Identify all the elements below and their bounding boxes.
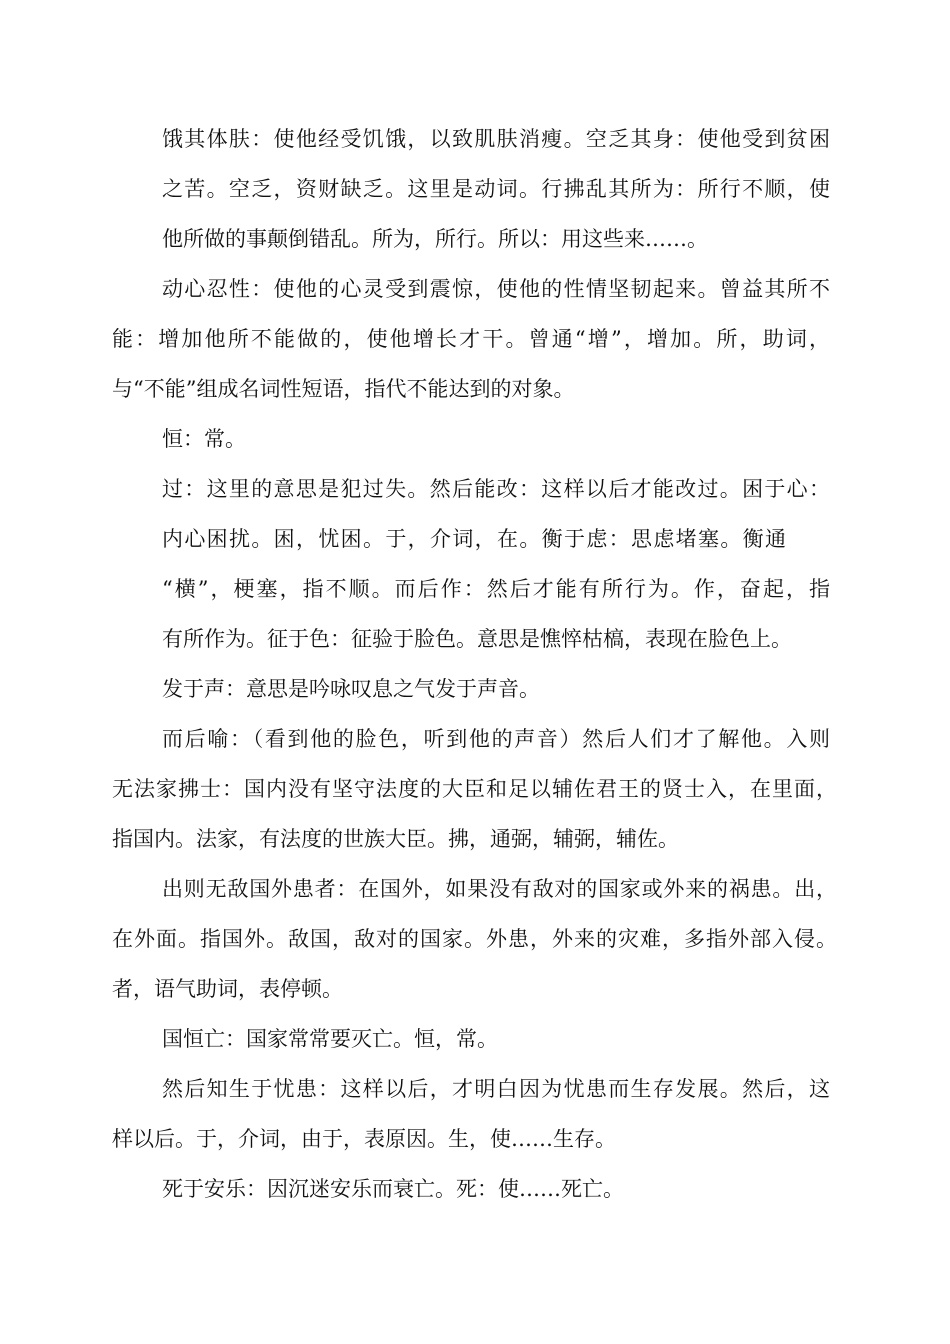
text-line: 他所做的事颠倒错乱。所为，所行。所以：用这些来……。 xyxy=(162,227,708,251)
text-line: 然后知生于忧患：这样以后，才明白因为忧患而生存发展。然后，这 xyxy=(162,1077,830,1101)
text-line: 指国内。法家，有法度的世族大臣。拂，通弼，辅弼，辅佐。 xyxy=(112,827,679,851)
text-line: 死于安乐：因沉迷安乐而衰亡。死：使……死亡。 xyxy=(162,1177,624,1201)
text-line: 国恒亡：国家常常要灭亡。恒，常。 xyxy=(162,1027,498,1051)
text-line: 饿其体肤：使他经受饥饿，以致肌肤消瘦。空乏其身：使他受到贫困 xyxy=(162,127,830,151)
text-line: 在外面。指国外。敌国，敌对的国家。外患，外来的灾难，多指外部入侵。 xyxy=(112,927,837,951)
text-line: “横”，梗塞，指不顺。而后作：然后才能有所行为。作，奋起，指 xyxy=(162,577,830,601)
text-line: 出则无敌国外患者：在国外，如果没有敌对的国家或外来的祸患。出， xyxy=(162,877,837,901)
text-line: 过：这里的意思是犯过失。然后能改：这样以后才能改过。困于心： xyxy=(162,477,830,501)
text-line: 有所作为。征于色：征验于脸色。意思是憔悴枯槁，表现在脸色上。 xyxy=(162,627,792,651)
text-line: 无法家拂士：国内没有坚守法度的大臣和足以辅佐君王的贤士入，在里面， xyxy=(112,777,837,801)
text-line: 发于声：意思是吟咏叹息之气发于声音。 xyxy=(162,677,540,701)
text-line: 与“不能”组成名词性短语，指代不能达到的对象。 xyxy=(112,377,575,401)
text-line: 者，语气助词，表停顿。 xyxy=(112,977,343,1001)
text-line: 能：增加他所不能做的，使他增长才干。曾通“增”，增加。所，助词， xyxy=(112,327,830,351)
text-line: 之苦。空乏，资财缺乏。这里是动词。行拂乱其所为：所行不顺，使 xyxy=(162,177,830,201)
text-line: 内心困扰。困，忧困。于，介词，在。衡于虑：思虑堵塞。衡通 xyxy=(162,527,786,551)
text-line: 动心忍性：使他的心灵受到震惊，使他的性情坚韧起来。曾益其所不 xyxy=(162,277,830,301)
text-line: 而后喻：（看到他的脸色，听到他的声音）然后人们才了解他。入则 xyxy=(162,727,830,751)
text-line: 恒：常。 xyxy=(162,427,246,451)
text-line: 样以后。于，介词，由于，表原因。生，使……生存。 xyxy=(112,1127,616,1151)
